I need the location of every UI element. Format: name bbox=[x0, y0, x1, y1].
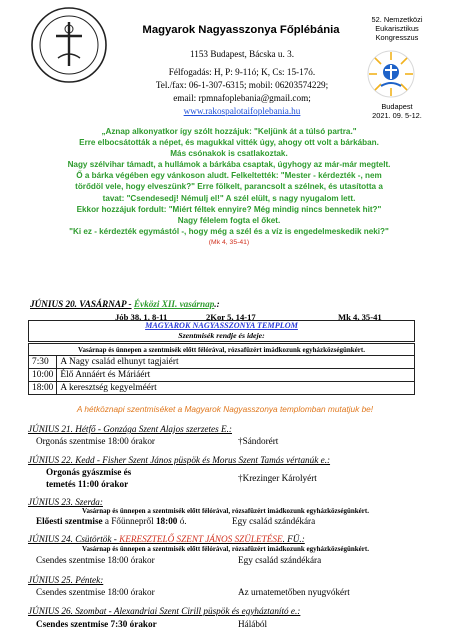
phone-numbers: Tel./fax: 06-1-307-6315; mobil: 06203574229; bbox=[155, 80, 329, 90]
congress-line-1: 52. Nemzetközi bbox=[371, 15, 423, 24]
day-intention: †Krezinger Károlyért bbox=[238, 473, 317, 483]
congress-location bbox=[354, 102, 440, 120]
day-mass: Csendes szentmise 7:30 órakor bbox=[36, 619, 157, 629]
day-mass: Orgonás szentmise 18:00 órakor bbox=[36, 436, 155, 446]
church-header-box bbox=[28, 320, 415, 342]
table-row bbox=[29, 356, 415, 369]
day-mass: Csendes szentmise 18:00 órakor bbox=[36, 555, 155, 565]
day-intention: Az urnatemetőben nyugvókért bbox=[238, 587, 350, 597]
quote-line: Nagy félelem fogta el őket. bbox=[177, 215, 281, 225]
sunday-suffix: .: bbox=[214, 299, 220, 309]
vigil-mass-label: Előesti szentmise bbox=[36, 516, 103, 526]
table-row bbox=[29, 382, 415, 395]
quote-line: Ő a bárka végében egy vánkoson aludt. Felkeltették: "Mester - kérdezték -, nem bbox=[76, 171, 382, 181]
day-heading-wednesday: JÚNIUS 23. Szerda: bbox=[28, 497, 103, 507]
congress-title bbox=[354, 15, 440, 42]
parish-seal-icon bbox=[30, 6, 108, 84]
congress-line-3: Kongresszus bbox=[375, 33, 419, 42]
quote-line: Erre elbocsátották a népet, és magukkal vitték úgy, ahogy ott volt a bárkában. bbox=[79, 138, 379, 148]
day-heading-tuesday: JÚNIUS 22. Kedd - Fisher Szent János püspök és Morus Szent Tamás vértanúk e.: bbox=[28, 455, 331, 465]
mass-intention: A Nagy család elhunyt tagjaiért bbox=[57, 356, 415, 369]
rosary-note: Vasárnap és ünnepen a szentmisék előtt félórával, rózsafüzért imádkozunk egyházközségünkért. bbox=[82, 545, 369, 553]
vigil-mass-text: a Főünnepről bbox=[102, 516, 156, 526]
sunday-mass-table bbox=[28, 343, 415, 395]
reading-3: Mk 4, 35-41 bbox=[338, 312, 382, 322]
quote-line: "Ki ez - kérdezték egymástól -, hogy még a szél és a víz is engedelmeskedik neki?" bbox=[69, 226, 389, 236]
congress-city: Budapest bbox=[381, 102, 413, 111]
mass-time: 7:30 bbox=[29, 356, 57, 369]
vigil-mass-time: 18:00 bbox=[155, 516, 178, 526]
parish-name: Magyarok Nagyasszonya Főplébánia bbox=[142, 24, 340, 36]
thursday-suffix: . FÜ.: bbox=[282, 534, 305, 544]
day-intention: Hálából bbox=[238, 619, 268, 629]
day-mass-line-1: Orgonás gyászmise és bbox=[46, 467, 132, 477]
day-mass-line-2: temetés 11:00 órakor bbox=[46, 479, 129, 489]
day-heading-monday: JÚNIUS 21. Hétfő - Gonzága Szent Alajos szerzetes E.: bbox=[28, 424, 232, 434]
parish-email: email: rpmnafoplebania@gmail.com; bbox=[173, 93, 311, 103]
sunday-feast-name: Évközi XII. vasárnap bbox=[133, 299, 215, 309]
sunday-date: JÚNIUS 20. VASÁRNAP - bbox=[30, 299, 132, 309]
quote-line: „Aznap alkonyatkor így szólt hozzájuk: "Keljünk át a túlsó partra." bbox=[101, 127, 357, 136]
quote-line: Nagy szélvihar támadt, a hullámok a bárkába csaptak, úgyhogy az már-már megtelt. bbox=[67, 160, 391, 170]
parish-address: 1153 Budapest, Bácska u. 3. bbox=[189, 49, 295, 59]
vigil-mass-suffix: ó. bbox=[177, 516, 187, 526]
reading-2: 2Kor 5, 14-17 bbox=[206, 312, 256, 322]
table-row bbox=[29, 369, 415, 382]
sunday-heading bbox=[30, 299, 220, 309]
office-hours: Félfogadás: H, P: 9-11ó; K, Cs: 15-17ó. bbox=[168, 67, 316, 77]
mass-intention: Élő Annáért és Máriáért bbox=[57, 369, 415, 382]
mass-time: 18:00 bbox=[29, 382, 57, 395]
table-note-row bbox=[29, 344, 415, 356]
rosary-note: Vasárnap és ünnepen a szentmisék előtt félórával, rózsafüzért imádkozunk egyházközségünkért. bbox=[29, 344, 415, 356]
mass-order-label: Szentmisék rendje és ideje: bbox=[178, 331, 265, 340]
quote-line: tavat: "Csendesedj! Némulj el!" A szél elült, s nagy nyugalom lett. bbox=[102, 193, 356, 203]
thursday-date: JÚNIUS 24. Csütörtök - bbox=[28, 534, 120, 544]
gospel-quote bbox=[24, 126, 434, 248]
rosary-note: Vasárnap és ünnepen a szentmisék előtt félórával, rózsafüzért imádkozunk egyházközségünkért. bbox=[82, 507, 369, 515]
thursday-feast-name: KERESZTELŐ SZENT JÁNOS SZÜLETÉSE bbox=[119, 534, 283, 544]
quote-line: Ekkor hozzájuk fordult: "Miért féltek ennyire? Még mindig nincs bennetek hit?" bbox=[76, 204, 382, 214]
eucharistic-congress-logo-icon bbox=[365, 48, 417, 100]
day-intention: Egy család szándékára bbox=[232, 516, 316, 526]
congress-line-2: Eukarisztikus bbox=[375, 24, 419, 33]
day-mass bbox=[36, 516, 187, 526]
day-heading-thursday bbox=[28, 534, 305, 544]
day-intention: Egy család szándékára bbox=[238, 555, 322, 565]
weekday-mass-note: A hétköznapi szentmiséket a Magyarok Nagyasszonya templomban mutatjuk be! bbox=[76, 404, 374, 414]
day-heading-saturday: JÚNIUS 26. Szombat - Alexandriai Szent Cirill püspök és egyháztanító e.: bbox=[28, 606, 301, 616]
parish-website-link[interactable]: www.rakospalotaifoplebania.hu bbox=[183, 106, 301, 116]
quote-line: törődöl vele, hogy elveszünk?" Erre fölkelt, parancsolt a szélnek, és utasította a bbox=[75, 182, 383, 192]
day-heading-friday: JÚNIUS 25. Péntek: bbox=[28, 575, 104, 585]
header bbox=[8, 0, 445, 122]
day-intention: †Sándorért bbox=[238, 436, 279, 446]
congress-dates: 2021. 09. 5-12. bbox=[372, 111, 422, 120]
quote-reference: (Mk 4, 35-41) bbox=[208, 238, 250, 246]
church-name: MAGYAROK NAGYASSZONYA TEMPLOM bbox=[145, 321, 298, 330]
mass-time: 10:00 bbox=[29, 369, 57, 382]
quote-line: Más csónakok is csatlakoztak. bbox=[170, 149, 288, 159]
mass-intention: A keresztség kegyelméért bbox=[57, 382, 415, 395]
day-mass: Csendes szentmise 18:00 órakor bbox=[36, 587, 155, 597]
reading-1: Jób 38, 1. 8-11 bbox=[115, 312, 168, 322]
